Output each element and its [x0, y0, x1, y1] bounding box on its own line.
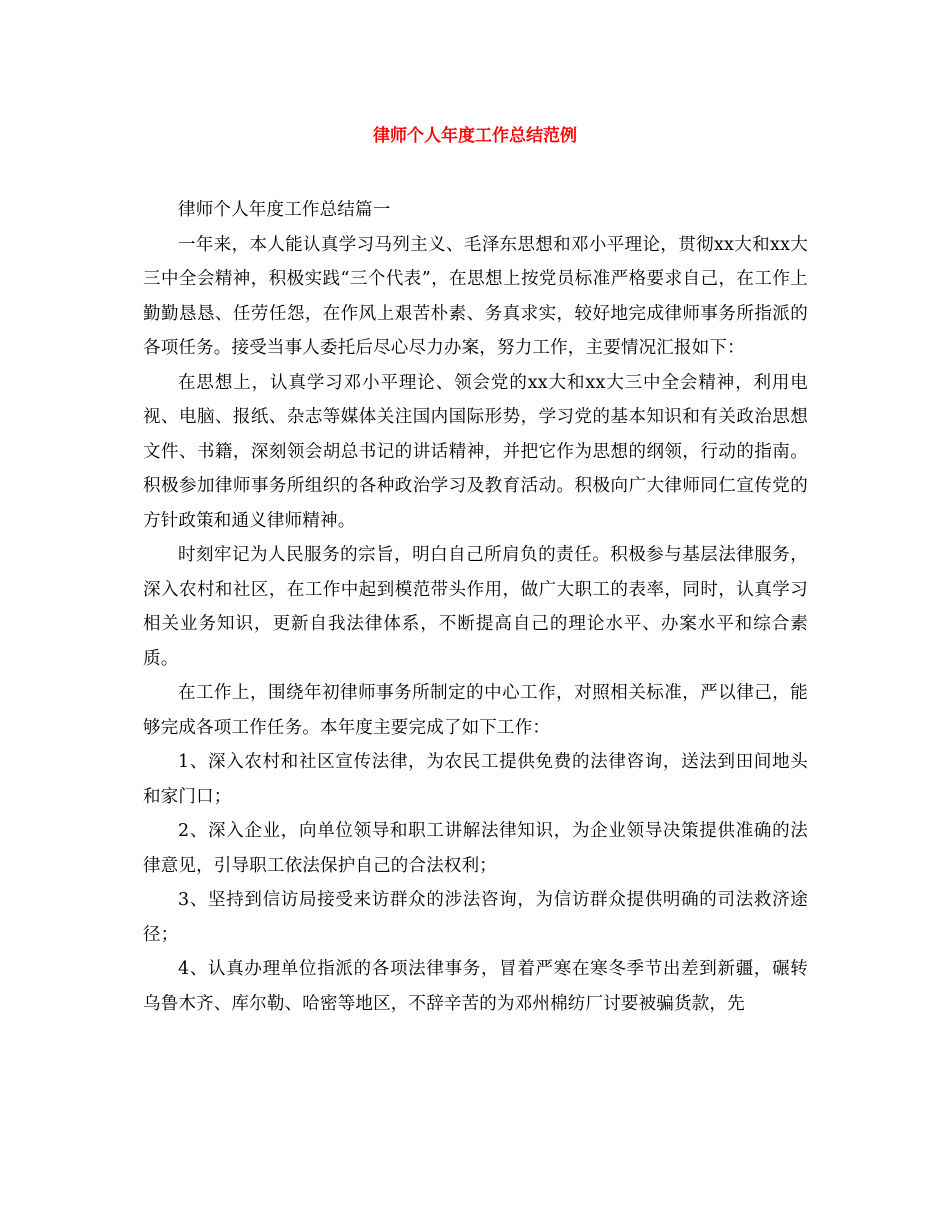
body-paragraph: 一年来，本人能认真学习马列主义、毛泽东思想和邓小平理论，贯彻xx大和xx大三中全会精神，积极实践“三个代表”，在思想上按党员标准严格要求自己，在工作上勤勤恳恳、任劳任怨，在作风上艰苦朴素、务真求实，较好地完成律师事务所指派的各项任务。接受当事人委托后尽心尽力办案，努力工作，主要情况汇报如下： — [143, 234, 808, 358]
list-item: 2、深入企业，向单位领导和职工讲解法律知识，为企业领导决策提供准确的法律意见，引导职工依法保护自己的合法权利； — [143, 821, 808, 876]
list-item: 1、深入农村和社区宣传法律，为农民工提供免费的法律咨询，送法到田间地头和家门口； — [143, 752, 808, 807]
document-title: 律师个人年度工作总结范例 — [373, 126, 577, 146]
list-item: 3、坚持到信访局接受来访群众的涉法咨询，为信访群众提供明确的司法救济途径； — [143, 890, 808, 945]
body-paragraph: 时刻牢记为人民服务的宗旨，明白自己所肩负的责任。积极参与基层法律服务，深入农村和社区，在工作中起到模范带头作用，做广大职工的表率，同时，认真学习相关业务知识，更新自我法律体系，不断提高自己的理论水平、办案水平和综合素质。 — [143, 545, 808, 669]
body-paragraph: 在思想上，认真学习邓小平理论、领会党的xx大和xx大三中全会精神，利用电视、电脑、报纸、杂志等媒体关注国内国际形势，学习党的基本知识和有关政治思想文件、书籍，深刻领会胡总书记的讲话精神，并把它作为思想的纲领，行动的指南。积极参加律师事务所组织的各种政治学习及教育活动。积极向广大律师同仁宣传党的方针政策和通义律师精神。 — [143, 372, 808, 531]
document-body — [143, 193, 808, 1021]
body-paragraph: 在工作上，围绕年初律师事务所制定的中心工作，对照相关标准，严以律己，能够完成各项工作任务。本年度主要完成了如下工作： — [143, 683, 808, 738]
section-heading: 律师个人年度工作总结篇一 — [178, 200, 391, 220]
list-item: 4、认真办理单位指派的各项法律事务，冒着严寒在寒冬季节出差到新疆，碾转乌鲁木齐、库尔勒、哈密等地区，不辞辛苦的为邓州棉纺厂讨要被骗货款，先 — [143, 959, 808, 1014]
